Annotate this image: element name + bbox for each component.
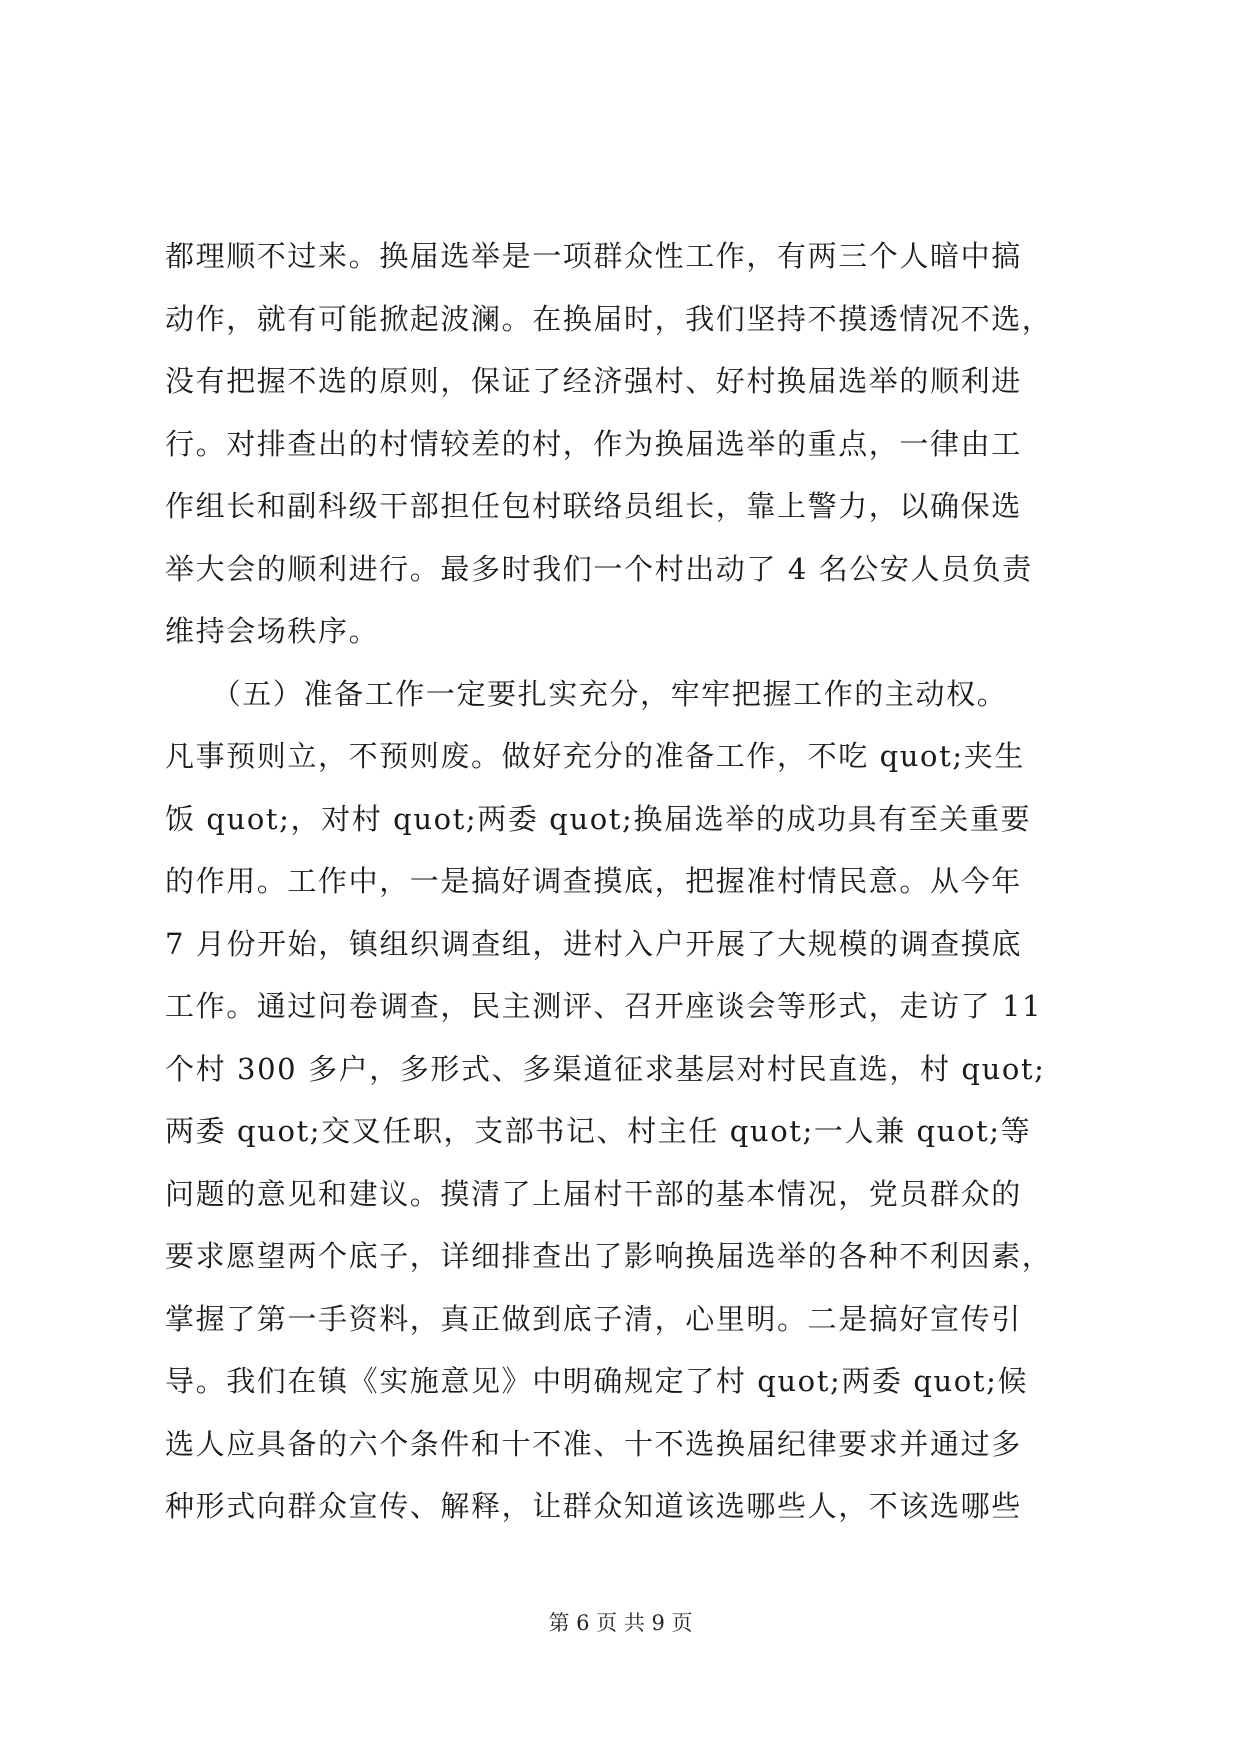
text-line: 作组长和副科级干部担任包村联络员组长，靠上警力，以确保选	[165, 489, 1022, 523]
text-line: 饭 quot;，对村 quot;两委 quot;换届选举的成功具有至关重要	[165, 801, 1032, 836]
text-line: 两委 quot;交叉任职，支部书记、村主任 quot;一人兼 quot;等	[165, 1114, 1032, 1148]
section-heading-line: （五）准备工作一定要扎实充分，牢牢把握工作的主动权。	[165, 676, 1008, 711]
text-line: 问题的意见和建议。摸清了上届村干部的基本情况，党员群众的	[165, 1176, 1022, 1211]
text-line: 行。对排查出的村情较差的村，作为换届选举的重点，一律由工	[165, 426, 1022, 461]
text-line: 种形式向群众宣传、解释，让群众知道该选哪些人，不该选哪些	[165, 1489, 1022, 1523]
text-line: 举大会的顺利进行。最多时我们一个村出动了 4 名公安人员负责	[165, 551, 1033, 586]
text-line: 动作，就有可能掀起波澜。在换届时，我们坚持不摸透情况不选，	[165, 301, 1053, 336]
text-line: 要求愿望两个底子，详细排查出了影响换届选举的各种不利因素，	[165, 1239, 1053, 1273]
text-line: 选人应具备的六个条件和十不准、十不选换届纪律要求并通过多	[165, 1426, 1022, 1461]
text-line: 维持会场秩序。	[165, 614, 380, 648]
text-line: 工作。通过问卷调查，民主测评、召开座谈会等形式，走访了 11	[165, 989, 1043, 1023]
text-line: 导。我们在镇《实施意见》中明确规定了村 quot;两委 quot;候	[165, 1364, 1029, 1398]
text-line: 没有把握不选的原则，保证了经济强村、好村换届选举的顺利进	[165, 364, 1022, 398]
text-line: 都理顺不过来。换届选举是一项群众性工作，有两三个人暗中搞	[165, 239, 1022, 273]
text-line: 凡事预则立，不预则废。做好充分的准备工作，不吃 quot;夹生	[165, 739, 1025, 773]
text-line: 的作用。工作中，一是搞好调查摸底，把握准村情民意。从今年	[165, 864, 1022, 898]
text-line: 个村 300 多户，多形式、多渠道征求基层对村民直选，村 quot;	[165, 1051, 1046, 1086]
text-line: 7 月份开始，镇组织调查组，进村入户开展了大规模的调查摸底	[165, 926, 1023, 961]
text-line: 掌握了第一手资料，真正做到底子清，心里明。二是搞好宣传引	[165, 1301, 1022, 1336]
body-text	[165, 225, 1085, 1538]
page-number-footer: 第 6 页 共 9 页	[548, 1611, 693, 1635]
